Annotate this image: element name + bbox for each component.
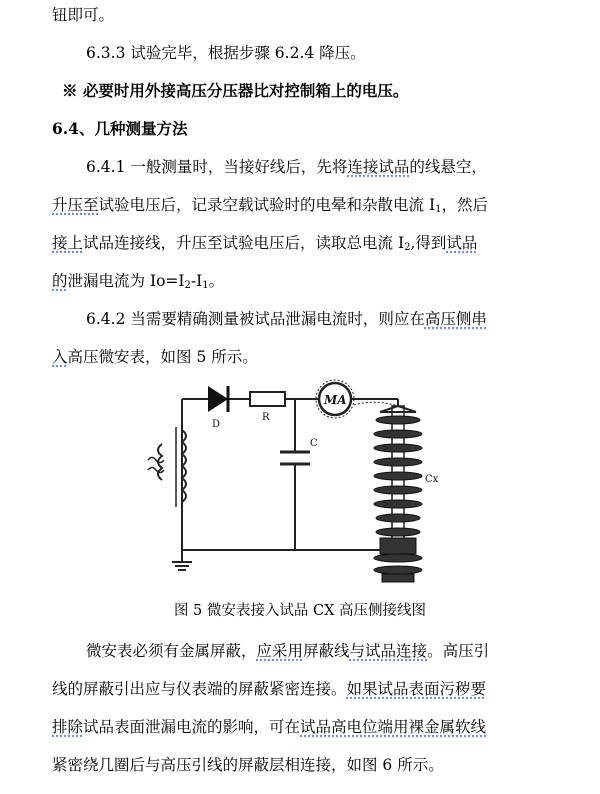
label-microammeter: MA (324, 393, 347, 407)
resistor (250, 392, 285, 406)
text-line (86, 38, 600, 68)
underlined-text: 与试品连接 (349, 642, 428, 660)
text-line (52, 750, 600, 780)
text-line (86, 636, 600, 666)
transformer-coil (182, 430, 186, 502)
subscript: 1 (435, 204, 442, 215)
note-text: 必要时用外接高压分压器比对控制箱上的电压。 (77, 81, 409, 100)
insulator-sheds (374, 416, 422, 582)
text-line (52, 266, 600, 296)
paragraph-text: 一般测量时，当接好线后，先将 (125, 158, 348, 176)
label-resistor: R (262, 412, 270, 423)
text-line (52, 228, 600, 258)
paragraph-text: 。高压引 (427, 642, 490, 660)
section-number: 6.3.3 (86, 44, 126, 62)
paragraph-text: 高压微安表，如图 5 所示。 (67, 348, 258, 366)
subscript: 2 (184, 280, 191, 291)
underlined-text: 高压侧串 (424, 310, 487, 328)
underlined-text: 连接试品 (347, 158, 410, 176)
paragraph-text: 当需要精确测量被试品泄漏电流时，则应在 (125, 310, 425, 328)
circuit-diagram (140, 372, 465, 594)
section-number: 6.4.1 (86, 158, 126, 176)
underlined-text: 试品 (446, 234, 478, 252)
paragraph-text: 试验完毕，根据步骤 6.2.4 降压。 (125, 44, 366, 62)
text-line (52, 674, 600, 704)
label-capacitor: C (310, 438, 318, 449)
note-mark: ※ (62, 81, 78, 100)
underlined-text: 应采用 (256, 642, 304, 660)
underlined-text: 试品高电位端用裸金属软线 (300, 718, 487, 736)
underlined-text: 升压至 (52, 196, 99, 214)
paragraph-text: 泄漏电流为 Io=I (67, 272, 185, 290)
paragraph-text: 屏蔽线 (303, 642, 350, 660)
underlined-text: 入 (52, 348, 68, 366)
underlined-text: 接上 (52, 234, 84, 252)
text-line (52, 190, 600, 220)
figure-caption: 图 5 微安表接入试品 CX 高压侧接线图 (173, 603, 427, 619)
underlined-text: 排除 (52, 718, 84, 736)
paragraph-text: ,得到 (410, 234, 447, 252)
paragraph-text: 试品连接线，升压至试验电压后，读取总电流 I (83, 234, 405, 252)
note-line (62, 76, 600, 106)
section-number: 6.4、 (52, 119, 95, 138)
text-line (86, 304, 600, 334)
paragraph-text: 试验电压后，记录空载试验时的电晕和杂散电流 I (98, 196, 436, 214)
text-line (52, 712, 600, 742)
paragraph-text: 微安表必须有金属屏蔽， (86, 642, 257, 660)
text-line (52, 0, 600, 30)
underlined-text: 如果试品表面污秽要 (346, 680, 487, 698)
paragraph-text: ，然后 (441, 196, 488, 214)
section-title: 几种测量方法 (94, 119, 188, 138)
diode-icon (208, 386, 228, 412)
paragraph-text: 钮即可。 (52, 6, 115, 24)
ac-source-icon (148, 458, 164, 463)
paragraph-text: 线的屏蔽引出应与仪表端的屏蔽紧密连接。 (52, 680, 347, 698)
paragraph-text: 的线悬空， (409, 158, 487, 176)
paragraph-text: -I (190, 272, 203, 290)
paragraph-text: 。 (208, 272, 225, 290)
label-diode: D (212, 419, 221, 430)
subscript: 2 (404, 242, 411, 253)
underlined-text: 的 (52, 272, 68, 290)
section-number: 6.4.2 (86, 310, 126, 328)
subscript: 1 (202, 280, 209, 291)
paragraph-text: 紧密绕几圈后与高压引线的屏蔽层相连接，如图 6 所示。 (52, 756, 444, 774)
text-line (86, 152, 600, 182)
insulator-top (380, 406, 416, 412)
label-test-object: Cx (425, 474, 439, 485)
paragraph-text: 试品表面泄漏电流的影响，可在 (83, 718, 301, 736)
section-heading (52, 114, 600, 144)
text-line (52, 342, 600, 372)
